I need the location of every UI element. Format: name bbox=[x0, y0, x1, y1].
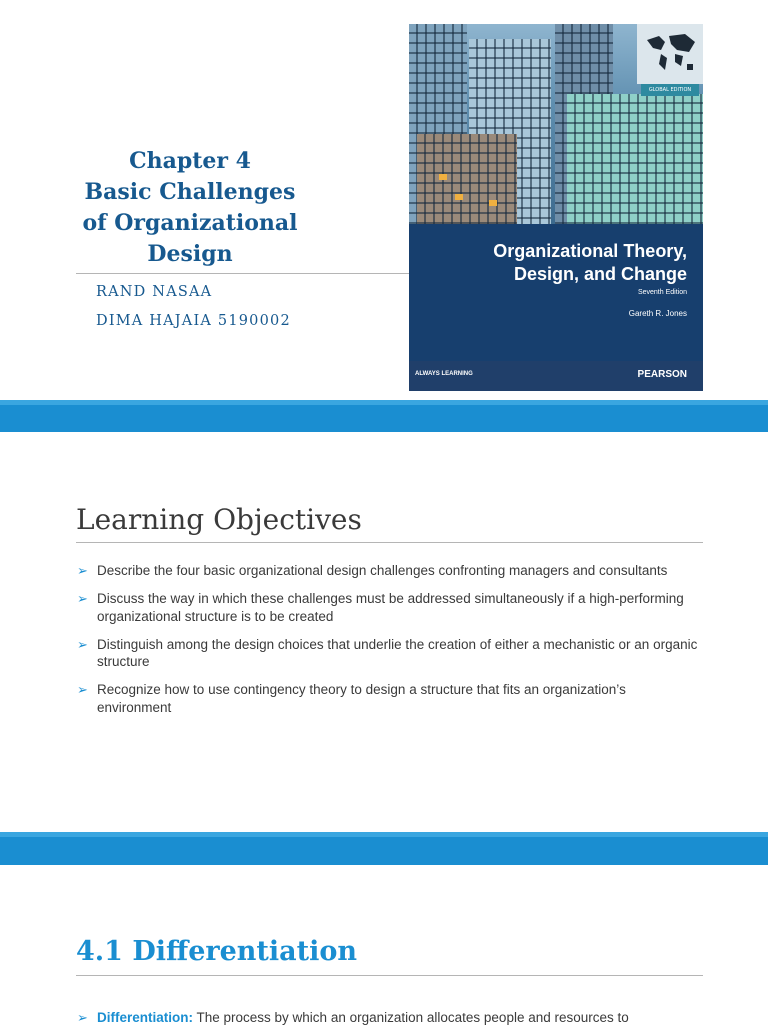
book-footer bbox=[409, 361, 703, 391]
publisher-logo: PEARSON bbox=[637, 369, 687, 380]
chapter-title-line: Chapter 4 bbox=[129, 148, 251, 174]
world-map-icon bbox=[637, 24, 703, 84]
divider bbox=[76, 975, 703, 976]
list-item bbox=[76, 681, 703, 716]
term-label: Differentiation: bbox=[97, 1010, 193, 1025]
slide-heading: Learning Objectives bbox=[76, 503, 362, 536]
building bbox=[417, 134, 517, 224]
slide-separator bbox=[0, 400, 768, 432]
book-title bbox=[417, 240, 687, 286]
divider bbox=[76, 542, 703, 543]
book-edition: Seventh Edition bbox=[637, 289, 687, 296]
author-name: DIMA HAJAIA 5190002 bbox=[96, 313, 291, 329]
objective-text: Distinguish among the design choices that underlie the creation of either a mechanistic or an organic structure bbox=[97, 636, 698, 669]
author-name: RAND NASAA bbox=[96, 284, 213, 300]
list-item bbox=[76, 562, 703, 580]
chapter-title-line: Basic Challenges bbox=[84, 179, 296, 205]
book-cover-image bbox=[409, 24, 703, 391]
arrow-bullet-icon: ➢ bbox=[77, 1010, 88, 1025]
objective-text: Describe the four basic organizational design challenges confronting managers and consultants bbox=[97, 563, 668, 578]
building bbox=[567, 94, 703, 224]
book-author: Gareth R. Jones bbox=[628, 309, 687, 318]
objective-text: Recognize how to use contingency theory to design a structure that fits an organization’s environment bbox=[97, 682, 626, 715]
list-item bbox=[76, 636, 703, 671]
city-buildings-photo bbox=[409, 24, 703, 224]
objectives-list bbox=[76, 562, 703, 727]
arrow-bullet-icon: ➢ bbox=[77, 563, 88, 578]
title-slide bbox=[0, 0, 768, 400]
chapter-title-line: Design bbox=[147, 241, 233, 267]
list-item bbox=[76, 590, 703, 625]
book-title-line: Organizational Theory, bbox=[493, 241, 687, 261]
lit-window bbox=[489, 200, 497, 206]
book-tagline: ALWAYS LEARNING bbox=[415, 371, 473, 377]
edition-badge: GLOBAL EDITION bbox=[641, 84, 699, 96]
book-title-panel bbox=[409, 224, 703, 361]
chapter-title bbox=[60, 146, 320, 270]
arrow-bullet-icon: ➢ bbox=[77, 682, 88, 697]
slide-separator bbox=[0, 832, 768, 865]
slide-heading: 4.1 Differentiation bbox=[76, 936, 358, 967]
term-definition: The process by which an organization allocates people and resources to bbox=[193, 1010, 629, 1025]
separator-highlight bbox=[0, 832, 768, 837]
book-title-line: Design, and Change bbox=[513, 264, 687, 284]
arrow-bullet-icon: ➢ bbox=[77, 591, 88, 606]
chapter-title-line: of Organizational bbox=[82, 210, 298, 236]
lit-window bbox=[455, 194, 463, 200]
arrow-bullet-icon: ➢ bbox=[77, 636, 88, 652]
separator-highlight bbox=[0, 400, 768, 405]
objective-text: Discuss the way in which these challenges must be addressed simultaneously if a high-performing organizational structure is to be created bbox=[97, 591, 684, 624]
lit-window bbox=[439, 174, 447, 180]
divider bbox=[76, 273, 409, 274]
